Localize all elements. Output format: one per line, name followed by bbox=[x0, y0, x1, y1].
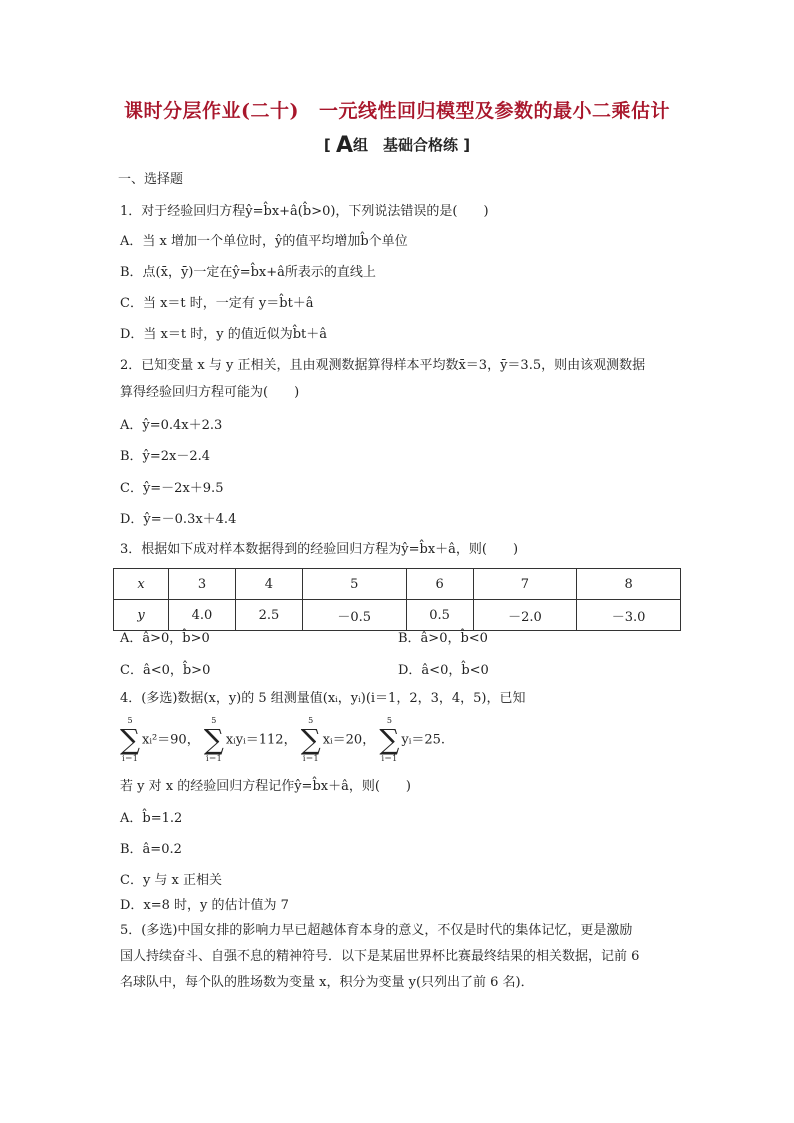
q3-data-table bbox=[113, 568, 681, 631]
title-right: 一元线性回归模型及参数的最小二乘估计 bbox=[318, 100, 670, 122]
q4-option-b: B．â=0.2 bbox=[120, 842, 182, 857]
q5-line2: 国人持续奋斗、自强不息的精神符号．以下是某届世界杯比赛最终结果的相关数据，记前 6 bbox=[120, 949, 640, 964]
q3-option-b: B．â>0，b̂<0 bbox=[398, 631, 488, 646]
table-cell: 4.0 bbox=[169, 600, 236, 631]
q1-option-d: D．当 x＝t 时，y 的值近似为b̂t＋â bbox=[120, 327, 328, 342]
group-bracket-close: ] bbox=[463, 136, 471, 154]
group-label: 组 基础合格练 bbox=[353, 136, 459, 154]
q4-option-d: D．x=8 时，y 的估计值为 7 bbox=[120, 898, 289, 913]
table-cell: 6 bbox=[406, 569, 473, 600]
sum-y: yᵢ＝25. bbox=[401, 732, 445, 748]
table-cell: 2.5 bbox=[235, 600, 302, 631]
summation-symbol: 5 ∑ i＝1 bbox=[300, 716, 321, 763]
q4-option-c: C．y 与 x 正相关 bbox=[120, 873, 223, 888]
table-cell: 0.5 bbox=[406, 600, 473, 631]
q1-stem: 1．对于经验回归方程ŷ=b̂x+â(b̂>0)，下列说法错误的是( ) bbox=[120, 204, 489, 219]
q3-option-c: C．â<0，b̂>0 bbox=[120, 663, 211, 678]
table-cell: 5 bbox=[302, 569, 406, 600]
q3-option-d: D．â<0，b̂<0 bbox=[398, 663, 489, 678]
q5-line1: 5．(多选)中国女排的影响力早已超越体育本身的意义，不仅是时代的集体记忆，更是激励 bbox=[120, 923, 633, 938]
summation-symbol: 5 ∑ i＝1 bbox=[379, 716, 400, 763]
group-a-letter: A bbox=[335, 133, 353, 158]
q2-option-b: B．ŷ=2x－2.4 bbox=[120, 449, 211, 464]
table-cell: 7 bbox=[473, 569, 577, 600]
table-cell: －2.0 bbox=[473, 600, 577, 631]
q4-stem2: 若 y 对 x 的经验回归方程记作ŷ=b̂x＋â，则( ) bbox=[120, 779, 411, 794]
page-title bbox=[0, 96, 794, 123]
table-row bbox=[114, 600, 681, 631]
summation-symbol: 5 ∑ i＝1 bbox=[120, 716, 140, 763]
q4-stem: 4．(多选)数据(x，y)的 5 组测量值(xᵢ，yᵢ)(i＝1，2，3，4，5)，已知 bbox=[120, 691, 526, 706]
table-cell: 8 bbox=[577, 569, 681, 600]
sum-xy: xᵢyᵢ＝112， bbox=[225, 732, 297, 748]
sum-x-squared: xᵢ²＝90， bbox=[142, 732, 200, 748]
table-cell: x bbox=[114, 569, 169, 600]
table-cell: －0.5 bbox=[302, 600, 406, 631]
q2-stem-line1: 2．已知变量 x 与 y 正相关，且由观测数据算得样本平均数x̄＝3，ȳ＝3.5，则由该观测数据 bbox=[120, 358, 646, 373]
q2-option-a: A．ŷ=0.4x＋2.3 bbox=[120, 418, 223, 433]
section-heading: 一、选择题 bbox=[118, 172, 184, 187]
q1-option-c: C．当 x＝t 时，一定有 y＝b̂t＋â bbox=[120, 296, 314, 311]
q2-option-c: C．ŷ=－2x＋9.5 bbox=[120, 481, 224, 496]
table-cell: 4 bbox=[235, 569, 302, 600]
q3-option-a: A．â>0，b̂>0 bbox=[120, 631, 210, 646]
table-row bbox=[114, 569, 681, 600]
q2-stem-line2: 算得经验回归方程可能为( ) bbox=[120, 385, 300, 400]
q2-option-d: D．ŷ=－0.3x＋4.4 bbox=[120, 512, 237, 527]
q1-option-a: A．当 x 增加一个单位时，ŷ的值平均增加b̂个单位 bbox=[120, 234, 408, 249]
q4-sums bbox=[120, 716, 445, 764]
table-cell: 3 bbox=[169, 569, 236, 600]
title-left: 课时分层作业(二十) bbox=[124, 100, 299, 122]
group-heading bbox=[0, 133, 794, 158]
summation-symbol: 5 ∑ i＝1 bbox=[203, 716, 224, 763]
q4-option-a: A．b̂=1.2 bbox=[120, 811, 183, 826]
table-cell: y bbox=[114, 600, 169, 631]
sum-x: xᵢ＝20， bbox=[322, 732, 376, 748]
q5-line3: 名球队中，每个队的胜场数为变量 x，积分为变量 y(只列出了前 6 名)． bbox=[120, 975, 534, 990]
table-cell: －3.0 bbox=[577, 600, 681, 631]
q1-option-b: B．点(x̄，ȳ)一定在ŷ=b̂x+â所表示的直线上 bbox=[120, 265, 376, 280]
group-bracket-open: [ bbox=[323, 136, 331, 154]
q3-stem: 3．根据如下成对样本数据得到的经验回归方程为ŷ=b̂x＋â，则( ) bbox=[120, 542, 519, 557]
